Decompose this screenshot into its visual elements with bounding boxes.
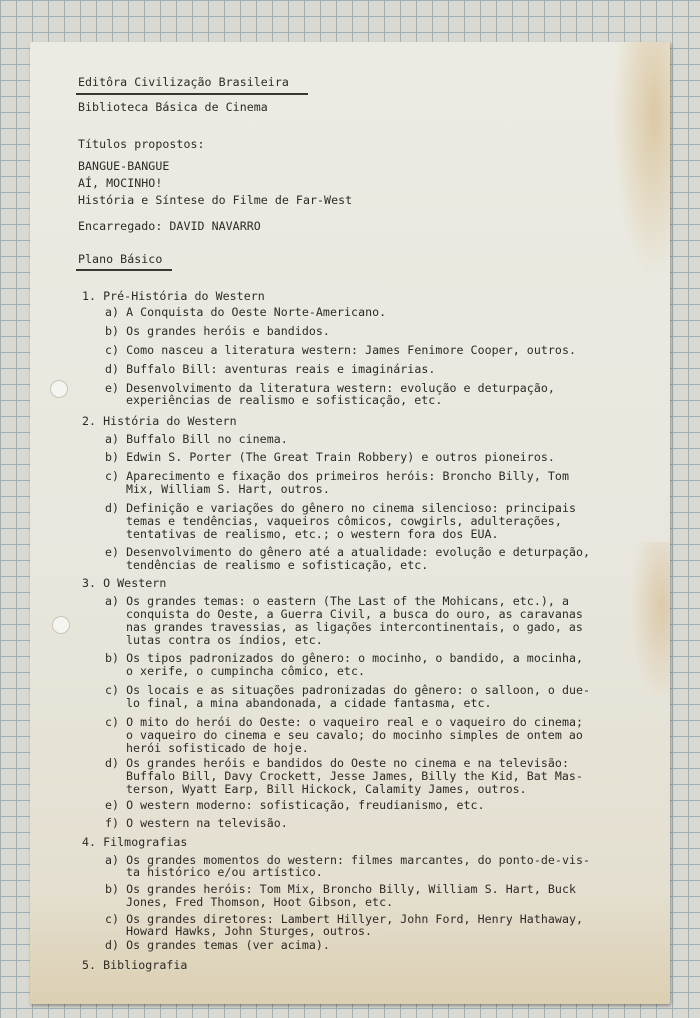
punch-hole — [50, 380, 68, 398]
publisher-underline — [76, 93, 308, 95]
outline-item: c) Como nasceu a literatura western: James Fenimore Cooper, outros. — [105, 343, 577, 357]
outline-item: d) Os grandes heróis e bandidos do Oeste no cinema e na televisão: — [105, 756, 569, 770]
series-name: Biblioteca Básica de Cinema — [78, 100, 268, 114]
outline-item: c) O mito do herói do Oeste: o vaqueiro real e o vaqueiro do cinema; — [105, 715, 584, 729]
outline-item: d) Os grandes temas (ver acima). — [105, 938, 330, 952]
outline-item-continuation: lo final, a mina abandonada, a cidade fantasma, etc. — [126, 696, 492, 710]
outline-item-continuation: Howard Hawks, John Sturges, outros. — [126, 924, 373, 938]
outline-item-continuation: terson, Wyatt Earp, Bill Hickock, Calamity James, outros. — [126, 782, 527, 796]
title-option: BANGUE-BANGUE — [78, 159, 170, 173]
outline-item-continuation: ta histórico e/ou artístico. — [126, 865, 323, 879]
outline-item-continuation: lutas contra os índios, etc. — [126, 633, 323, 647]
outline-item-continuation: experiências de realismo e sofisticação, etc. — [126, 393, 443, 407]
section-heading: 5. Bibliografia — [82, 958, 188, 972]
punch-hole — [52, 616, 70, 634]
outline-item: c) Os locais e as situações padronizadas do gênero: o salloon, o due- — [105, 683, 591, 697]
outline-item-continuation: herói sofisticado de hoje. — [126, 741, 309, 755]
outline-item: c) Os grandes diretores: Lambert Hillyer, John Ford, Henry Hathaway, — [105, 912, 584, 926]
paper-stain — [612, 42, 672, 282]
outline-item: b) Os grandes heróis: Tom Mix, Broncho Billy, William S. Hart, Buck — [105, 882, 577, 896]
outline-item-continuation: nas grandes travessias, as ligações intercontinentais, o gado, as — [126, 620, 583, 634]
outline-item: a) Buffalo Bill no cinema. — [105, 432, 288, 446]
outline-item: f) O western na televisão. — [105, 816, 288, 830]
title-option: História e Síntese do Filme de Far-West — [78, 193, 353, 207]
outline-item-continuation: temas e tendências, vaqueiros cômicos, cowgirls, adulterações, — [126, 514, 562, 528]
paper-stain — [630, 542, 670, 702]
outline-item-continuation: Mix, William S. Hart, outros. — [126, 482, 330, 496]
outline-item-continuation: tentativas de realismo, etc.; o western fora dos EUA. — [126, 527, 499, 541]
outline-item: a) Os grandes momentos do western: filmes marcantes, do ponto-de-vis- — [105, 853, 591, 867]
outline-item-continuation: conquista do Oeste, a Guerra Civil, a busca do ouro, as caravanas — [126, 607, 583, 621]
outline-item: a) A Conquista do Oeste Norte-Americano. — [105, 305, 387, 319]
outline-item-continuation: Buffalo Bill, Davy Crockett, Jesse James, Billy the Kid, Bat Mas- — [126, 769, 583, 783]
outline-item: e) Desenvolvimento do gênero até a atualidade: evolução e deturpação, — [105, 545, 591, 559]
outline-item: e) Desenvolvimento da literatura western: evolução e deturpação, — [105, 381, 555, 395]
outline-item: e) O western moderno: sofisticação, freudianismo, etc. — [105, 798, 485, 812]
publisher-name: Editôra Civilização Brasileira — [78, 75, 289, 89]
outline-item-continuation: Jones, Fred Thomson, Hoot Gibson, etc. — [126, 895, 394, 909]
proposed-titles-label: Títulos propostos: — [78, 137, 205, 151]
title-option: AÍ, MOCINHO! — [78, 176, 163, 190]
outline-item: a) Os grandes temas: o eastern (The Last of the Mohicans, etc.), a — [105, 594, 569, 608]
outline-item: d) Definição e variações do gênero no cinema silencioso: principais — [105, 501, 577, 515]
section-heading: 1. Pré-História do Western — [82, 289, 265, 303]
section-heading: 2. História do Western — [82, 414, 237, 428]
plan-heading-underline — [76, 269, 172, 271]
outline-item-continuation: tendências de realismo e sofisticação, etc. — [126, 558, 429, 572]
section-heading: 3. O Western — [82, 576, 167, 590]
plan-heading: Plano Básico — [78, 252, 163, 266]
outline-item: d) Buffalo Bill: aventuras reais e imaginárias. — [105, 362, 436, 376]
outline-item: b) Edwin S. Porter (The Great Train Robbery) e outros pioneiros. — [105, 450, 555, 464]
assignee-line: Encarregado: DAVID NAVARRO — [78, 219, 261, 233]
outline-item: c) Aparecimento e fixação dos primeiros heróis: Broncho Billy, Tom — [105, 469, 569, 483]
outline-item-continuation: o vaqueiro do cinema e seu cavalo; do mocinho simples de ontem ao — [126, 728, 583, 742]
section-heading: 4. Filmografias — [82, 835, 188, 849]
outline-item-continuation: o xerife, o cumpincha cômico, etc. — [126, 664, 366, 678]
outline-item: b) Os tipos padronizados do gênero: o mocinho, o bandido, a mocinha, — [105, 651, 584, 665]
outline-item: b) Os grandes heróis e bandidos. — [105, 324, 330, 338]
